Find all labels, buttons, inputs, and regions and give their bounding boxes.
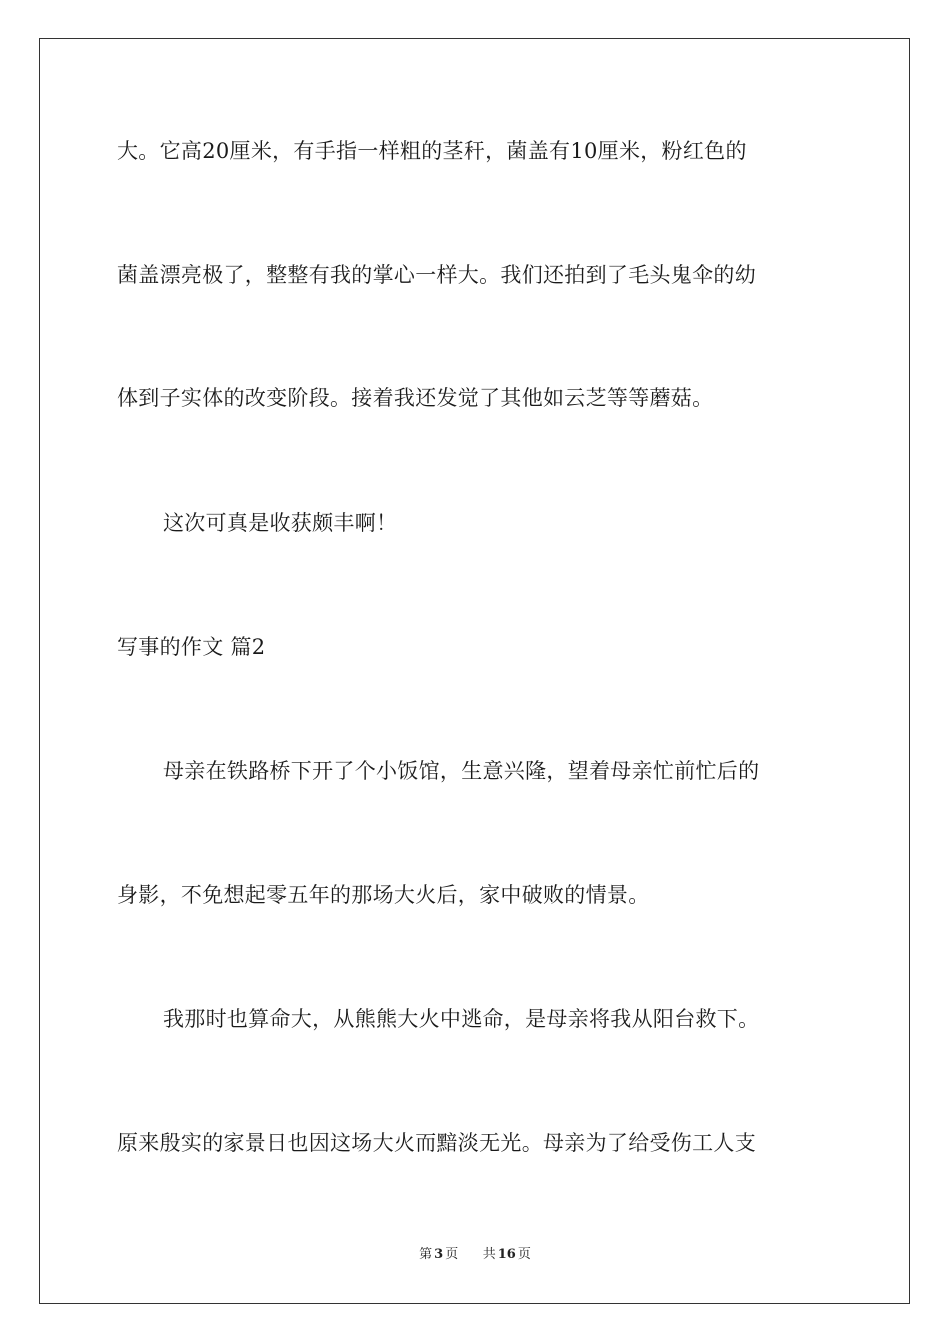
page-indicator [417, 1247, 460, 1262]
paragraph-line-4: 这次可真是收获颇丰啊！ [163, 511, 398, 535]
page-footer [0, 1246, 950, 1264]
total-indicator [481, 1247, 533, 1262]
page-number: 3 [434, 1247, 444, 1262]
paragraph-line-3: 体到子实体的改变阶段。接着我还发觉了其他如云芝等等蘑菇。 [117, 386, 714, 410]
paragraph-line-6: 身影，不免想起零五年的那场大火后，家中破败的情景。 [117, 883, 650, 907]
total-suffix: 页 [517, 1247, 531, 1262]
total-pages: 16 [497, 1247, 516, 1262]
page-border [39, 38, 910, 1304]
paragraph-line-2: 菌盖漂亮极了，整整有我的掌心一样大。我们还拍到了毛头鬼伞的幼 [117, 263, 756, 287]
paragraph-line-5: 母亲在铁路桥下开了个小饭馆，生意兴隆，望着母亲忙前忙后的 [163, 759, 760, 783]
section-heading: 写事的作文 篇2 [117, 635, 266, 659]
page-prefix: 第 [419, 1247, 433, 1262]
paragraph-line-1: 大。它高20厘米，有手指一样粗的茎秆，菌盖有10厘米，粉红色的 [117, 139, 747, 163]
paragraph-line-7: 我那时也算命大，从熊熊大火中逃命，是母亲将我从阳台救下。 [163, 1007, 760, 1031]
paragraph-line-8: 原来殷实的家景日也因这场大火而黯淡无光。母亲为了给受伤工人支 [117, 1131, 756, 1155]
total-prefix: 共 [482, 1247, 496, 1262]
page-suffix: 页 [445, 1247, 459, 1262]
